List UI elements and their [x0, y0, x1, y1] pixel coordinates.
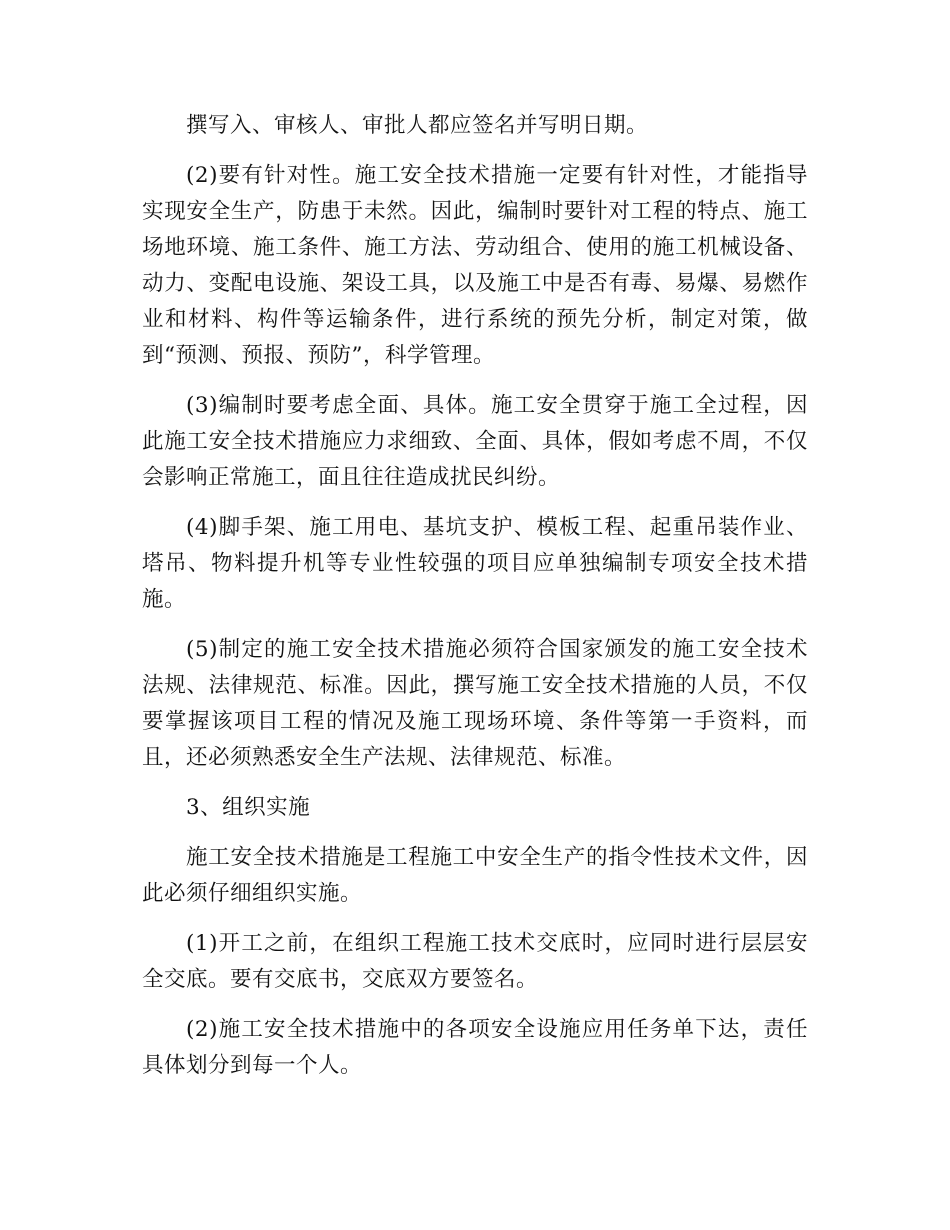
- paragraph-task-assignment: (2)施工安全技术措施中的各项安全设施应用任务单下达，责任具体划分到每一个人。: [142, 1017, 808, 1078]
- section-heading-implementation: 3、组织实施: [186, 795, 311, 820]
- paragraph-special-items: (4)脚手架、施工用电、基坑支护、模板工程、起重吊装作业、塔吊、物料提升机等专业性较强的项目应单独编制专项安全技术措施。: [142, 515, 808, 612]
- paragraph-regulations: (5)制定的施工安全技术措施必须符合国家颁发的施工安全技术法规、法律规范、标准。因此，撰写施工安全技术措施的人员，不仅要掌握该项目工程的情况及施工现场环境、条件等第一手资料，而且，还必须熟悉安全生产法规、法律规范、标准。: [142, 637, 808, 770]
- paragraph-comprehensive: (3)编制时要考虑全面、具体。施工安全贯穿于施工全过程，因此施工安全技术措施应力求细致、全面、具体，假如考虑不周，不仅会影响正常施工，面且往往造成扰民纠纷。: [142, 393, 808, 490]
- paragraph-safety-briefing: (1)开工之前，在组织工程施工技术交底时，应同时进行层层安全交底。要有交底书，交底双方要签名。: [142, 931, 808, 992]
- document-body: [142, 108, 808, 1098]
- paragraph-pertinence: (2)要有针对性。施工安全技术措施一定要有针对性，才能指导实现安全生产，防患于未然。因此，编制时要针对工程的特点、施工场地环境、施工条件、施工方法、劳动组合、使用的施工机械设备、动力、变配电设施、架设工具，以及施工中是否有毒、易爆、易燃作业和材料、构件等运输条件，进行系统的预先分析，制定对策，做到“预测、预报、预防”，科学管理。: [142, 163, 808, 368]
- paragraph-signatures: 撰写入、审核人、审批人都应签名并写明日期。: [186, 113, 649, 138]
- paragraph-implementation-intro: 施工安全技术措施是工程施工中安全生产的指令性技术文件，因此必须仔细组织实施。: [142, 845, 808, 906]
